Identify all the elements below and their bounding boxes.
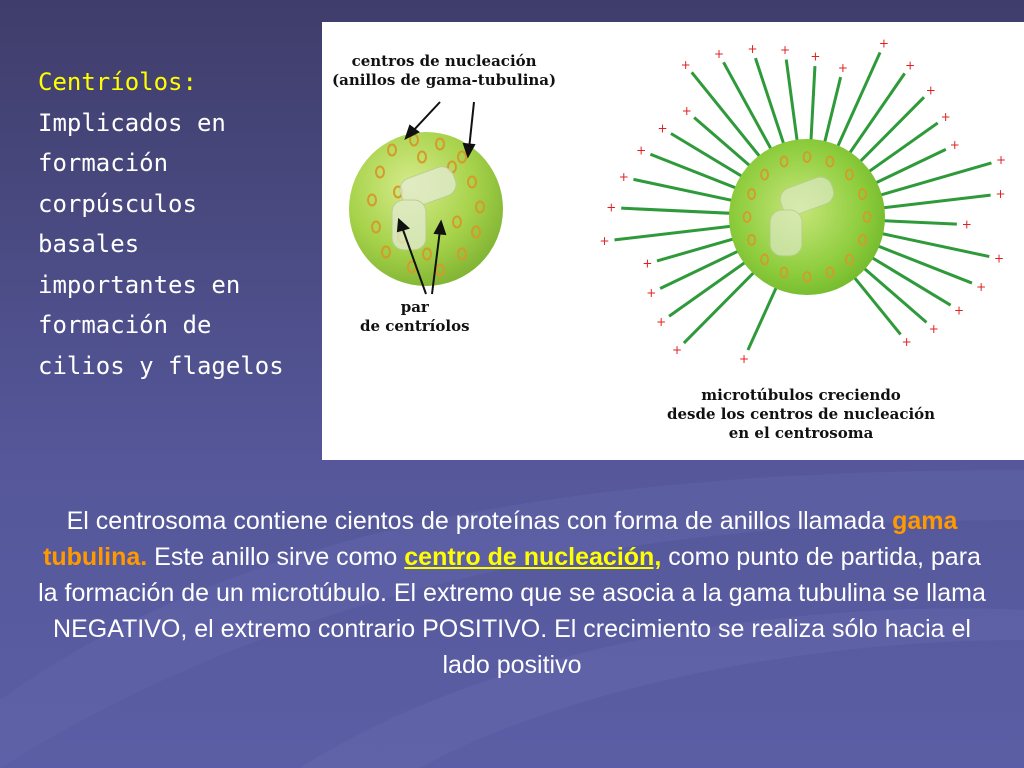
description-line: corpúsculos [38,189,197,218]
plus-end-marker: + [949,138,960,153]
paragraph-text: El centrosoma contiene cientos de proteínas con forma de anillos llamada [66,507,893,535]
gamma-tubulin-highlight: gama tubulina. [43,507,958,571]
centriole-description [38,62,318,386]
centriole-title: Centríolos: [38,68,197,96]
plus-end-marker: + [994,251,1005,266]
plus-end-marker: + [901,334,912,349]
plus-end-marker: + [680,57,691,72]
plus-end-marker: + [642,256,653,271]
plus-end-marker: + [995,153,1007,168]
paragraph-text: Este anillo sirve como [147,543,405,571]
plus-end-marker: + [961,217,972,232]
plus-end-marker: + [925,83,936,98]
centrosome-right [600,37,1006,366]
plus-end-marker: + [606,200,617,215]
plus-end-marker: + [599,234,610,249]
plus-end-marker: + [905,58,916,73]
plus-end-marker: + [995,186,1006,201]
description-line: formación de [38,311,212,339]
plus-end-marker: + [747,42,758,57]
label-line: desde los centros de nucleación [667,405,936,423]
description-line: Implicados en [38,108,226,137]
plus-end-marker: + [739,351,750,366]
plus-end-marker: + [779,43,791,58]
centriole-pair-label [360,298,470,336]
plus-end-marker: + [837,60,848,75]
nucleation-center-highlight: centro de nucleación, [404,543,662,571]
description-line: cilios y flagelos [38,351,284,380]
description-line: basales [38,230,140,258]
plus-end-marker: + [681,104,692,119]
plus-end-marker: + [940,110,951,125]
label-line: par [400,298,429,316]
label-line: centros de nucleación [351,52,537,70]
plus-end-marker: + [646,285,657,300]
microtubules-label [667,386,935,443]
plus-end-marker: + [878,36,889,51]
label-line: de centríolos [360,317,470,335]
centrosome-figure [322,22,1024,460]
label-line: (anillos de gama-tubulina) [332,71,557,89]
plus-end-marker: + [954,303,965,318]
label-line: microtúbulos creciendo [701,386,901,404]
plus-end-marker: + [976,279,987,294]
explanation-paragraph [30,503,994,683]
plus-end-marker: + [636,143,647,158]
description-line: importantes en [38,270,241,299]
plus-end-marker: + [672,342,683,357]
plus-end-marker: + [713,46,725,61]
nucleation-centers-label [332,52,556,90]
description-line: formación [38,149,169,177]
plus-end-marker: + [618,170,629,185]
label-line: en el centrosoma [728,424,874,442]
plus-end-marker: + [656,314,667,329]
centrosome-left [349,132,503,286]
paragraph-text: como punto de partida, para la formación de un microtúbulo. El extremo que se asocia a la gama tubulina se llama NEGATIVO, el extremo contrario POSITIVO. El crecimiento se realiza sólo hacia el lado positivo [38,543,986,679]
plus-end-marker: + [810,49,821,64]
plus-end-marker: + [657,121,668,136]
plus-end-marker: + [928,321,939,336]
